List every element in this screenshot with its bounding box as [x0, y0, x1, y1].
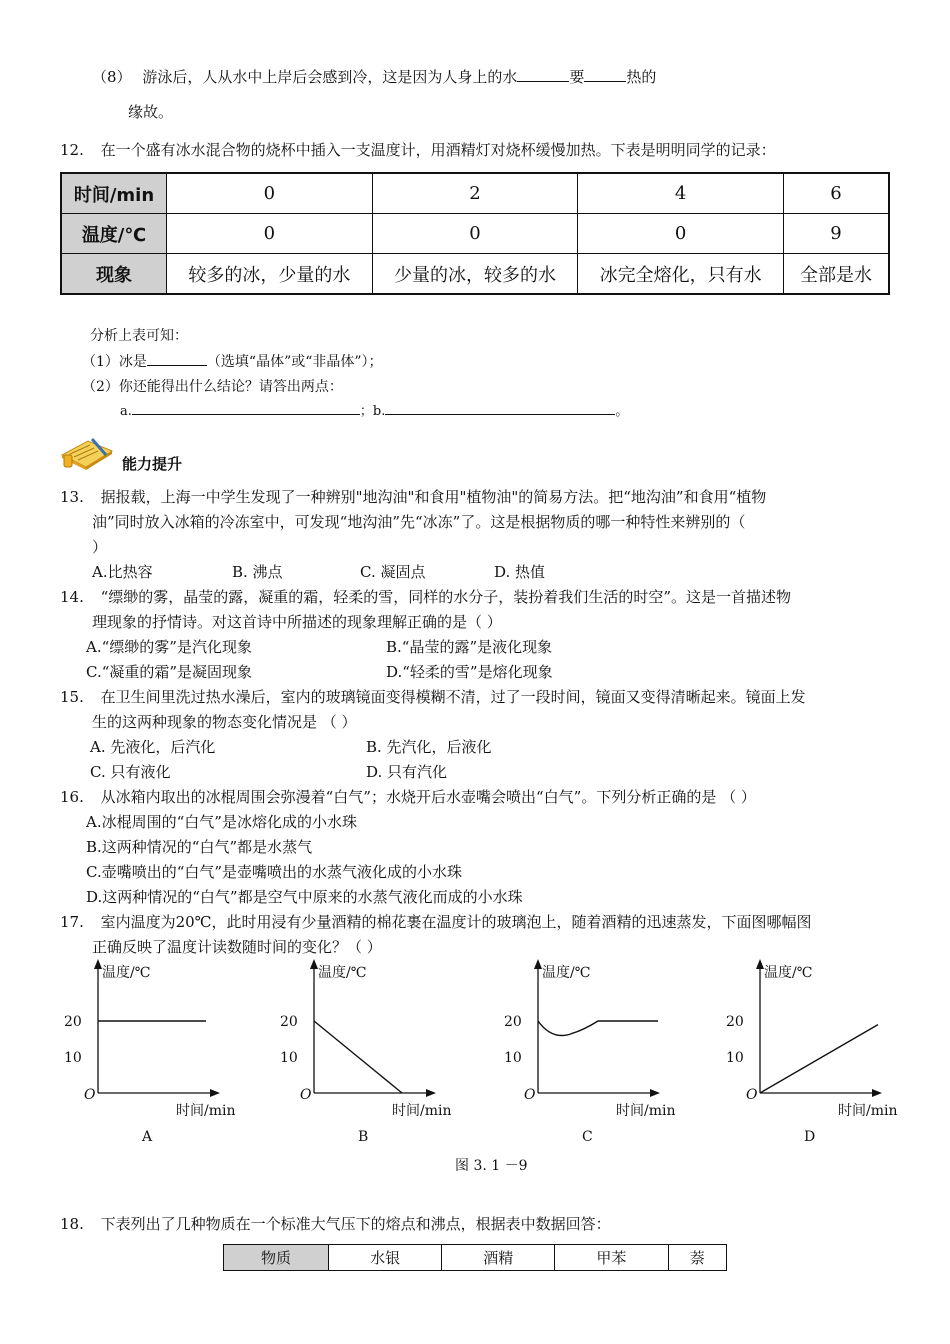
q12-sub2-a-label: a.: [120, 404, 132, 419]
q18-header-naphthalene: 萘: [668, 1245, 726, 1271]
q15-number: 15.: [60, 688, 84, 706]
q17-line2: 正确反映了温度计读数随时间的变化？（ ）: [92, 938, 382, 956]
q8-blank-2[interactable]: [584, 67, 626, 82]
q12-sub2-b-label: ；b.: [359, 404, 386, 419]
q16-option-a[interactable]: A.冰棍周围的“白气”是冰熔化成的小水珠: [86, 813, 357, 831]
origin-label: O: [524, 1087, 536, 1103]
y-tick-label: 10: [64, 1050, 82, 1066]
q13-line1: [60, 486, 766, 507]
graph-d-svg: [724, 955, 924, 1155]
q12-sub2-answers: [120, 400, 628, 419]
q14-line1: [60, 586, 791, 607]
table-row: [61, 254, 889, 295]
q13-option-b[interactable]: B. 沸点: [232, 563, 283, 581]
q13-option-c[interactable]: C. 凝固点: [360, 563, 426, 581]
graph-d-group: [726, 959, 898, 1145]
graph-d[interactable]: [724, 955, 924, 1155]
q8-text-b: 要: [569, 68, 585, 86]
q12-answer-a-blank[interactable]: [132, 400, 360, 415]
temperature-line: [314, 1021, 402, 1093]
cell-temp-0: 0: [167, 214, 373, 254]
x-axis-label: 时间/min: [176, 1103, 236, 1119]
q16-number: 16.: [60, 788, 84, 806]
origin-label: O: [746, 1087, 758, 1103]
q15-option-b[interactable]: B. 先汽化，后液化: [366, 738, 492, 756]
q12-sub1-blank[interactable]: [147, 351, 207, 366]
q15-option-a[interactable]: A. 先液化，后汽化: [90, 738, 216, 756]
graph-b-svg: [278, 955, 478, 1155]
temperature-curve: [538, 1021, 658, 1036]
q14-option-d[interactable]: D.“轻柔的雪”是熔化现象: [386, 663, 553, 681]
q17-line1: [60, 911, 812, 932]
q12-answer-b-blank[interactable]: [385, 400, 615, 415]
q16-option-c[interactable]: C.壶嘴喷出的“白气”是壶嘴喷出的水蒸气液化成的小水珠: [86, 863, 463, 881]
q15-option-d[interactable]: D. 只有汽化: [366, 763, 448, 781]
y-tick-label: 10: [504, 1050, 522, 1066]
q8-line2: 缘故。: [128, 103, 174, 121]
q17-number: 17.: [60, 913, 84, 931]
x-axis-arrow-icon: [210, 1089, 220, 1097]
q13-option-d[interactable]: D. 热值: [494, 563, 546, 581]
y-axis-arrow-icon: [534, 959, 542, 969]
q15-line2: 生的这两种现象的物态变化情况是 （ ）: [92, 713, 357, 731]
q8-blank-1[interactable]: [517, 67, 569, 82]
y-axis-label: 温度/℃: [542, 965, 591, 981]
q16-option-d[interactable]: D.这两种情况的“白气”都是空气中原来的水蒸气液化而成的小水珠: [86, 888, 523, 906]
origin-label: O: [84, 1087, 96, 1103]
q14-number: 14.: [60, 588, 84, 606]
y-axis-arrow-icon: [94, 959, 102, 969]
q8-line: [92, 66, 656, 87]
q13-line2: 油”同时放入冰箱的冷冻室中，可发现“地沟油”先“冰冻”了。这是根据物质的哪一种特性来辨别的（: [92, 513, 746, 531]
row-header-phenomenon: 现象: [61, 254, 167, 295]
cell-temp-2: 0: [578, 214, 784, 254]
q13-option-a[interactable]: A.比热容: [92, 563, 153, 581]
q12-analysis: 分析上表可知：: [90, 328, 188, 344]
q13-line1-text: 据报载，上海一中学生发现了一种辨别"地沟油"和食用"植物油"的简易方法。把“地沟油”和食用“植物: [100, 488, 767, 506]
y-tick-label: 10: [280, 1050, 298, 1066]
graph-a[interactable]: [62, 955, 262, 1155]
notebook-pen-icon: [58, 437, 116, 475]
graph-option-label: C: [582, 1129, 593, 1145]
q8-text-a: 游泳后，人从水中上岸后会感到冷，这是因为人身上的水: [142, 68, 518, 86]
q16-line1-text: 从冰箱内取出的冰棍周围会弥漫着“白气”；水烧开后水壶嘴会喷出“白气”。下列分析正确的是 （ ）: [100, 788, 756, 806]
cell-time-0: 0: [167, 173, 373, 214]
x-axis-label: 时间/min: [616, 1103, 676, 1119]
q16-option-b[interactable]: B.这两种情况的“白气”都是水蒸气: [86, 838, 313, 856]
q12-number: 12.: [60, 141, 84, 159]
q14-line1-text: “缥缈的雾，晶莹的露，凝重的霜，轻柔的雪，同样的水分子，装扮着我们生活的时空”。这是一首描述物: [100, 588, 791, 606]
y-tick-label: 20: [280, 1014, 298, 1030]
graph-c-svg: [502, 955, 702, 1155]
x-axis-arrow-icon: [426, 1089, 436, 1097]
cell-temp-3: 9: [784, 214, 890, 254]
q14-option-c[interactable]: C.“凝重的霜”是凝固现象: [86, 663, 253, 681]
row-header-temp: 温度/℃: [61, 214, 167, 254]
q12-data-table: [60, 172, 890, 295]
q17-line1-text: 室内温度为20℃，此时用浸有少量酒精的棉花裹在温度计的玻璃泡上，随着酒精的迅速蒸发，下面图哪幅图: [100, 913, 812, 931]
q14-option-b[interactable]: B.“晶莹的露”是液化现象: [386, 638, 553, 656]
q18-stem-text: 下表列出了几种物质在一个标准大气压下的熔点和沸点，根据表中数据回答：: [100, 1215, 611, 1233]
q15-line1: [60, 686, 806, 707]
figure-caption: 图 3. 1 －9: [455, 1158, 528, 1174]
q18-header-alcohol: 酒精: [442, 1245, 555, 1271]
section-title: 能力提升: [122, 455, 183, 473]
x-axis-label: 时间/min: [838, 1103, 898, 1119]
graph-b-group: [280, 959, 452, 1145]
graph-a-group: [64, 959, 236, 1145]
y-tick-label: 20: [726, 1014, 744, 1030]
y-tick-label: 20: [64, 1014, 82, 1030]
q14-line2: 理现象的抒情诗。对这首诗中所描述的现象理解正确的是（ ）: [92, 613, 502, 631]
q12-sub1-text-a: （1）冰是: [82, 354, 147, 370]
q18-header-substance: 物质: [224, 1245, 329, 1271]
q12-stem-text: 在一个盛有冰水混合物的烧杯中插入一支温度计，用酒精灯对烧杯缓慢加热。下表是明明同学的记录：: [100, 141, 776, 159]
q12-stem: [60, 139, 776, 160]
q8-number: （8）: [92, 68, 132, 86]
graph-option-label: B: [358, 1129, 369, 1145]
table-row: [224, 1245, 727, 1271]
table-row: [61, 173, 889, 214]
cell-time-1: 2: [372, 173, 578, 214]
cell-phen-1: 少量的冰，较多的水: [372, 254, 578, 295]
q15-option-c[interactable]: C. 只有液化: [90, 763, 171, 781]
q18-header-toluene: 甲苯: [555, 1245, 668, 1271]
q18-header-mercury: 水银: [329, 1245, 442, 1271]
q18-table: [223, 1244, 727, 1271]
graph-c[interactable]: [502, 955, 702, 1155]
y-tick-label: 10: [726, 1050, 744, 1066]
q14-option-a[interactable]: A.“缥缈的雾”是汽化现象: [86, 638, 252, 656]
y-axis-arrow-icon: [310, 959, 318, 969]
cell-phen-0: 较多的冰，少量的水: [167, 254, 373, 295]
y-axis-label: 温度/℃: [764, 965, 813, 981]
y-axis-label: 温度/℃: [318, 965, 367, 981]
q12-sub1-text-b: （选填“晶体”或“非晶体”）；: [206, 354, 383, 370]
row-header-time: 时间/min: [61, 173, 167, 214]
q13-line3: ）: [92, 538, 108, 556]
graph-c-group: [504, 959, 676, 1145]
q13-number: 13.: [60, 488, 84, 506]
graph-a-svg: [62, 955, 262, 1155]
graph-option-label: A: [142, 1129, 153, 1145]
q12-sub1: [82, 351, 383, 371]
q18-number: 18.: [60, 1215, 84, 1233]
x-axis-label: 时间/min: [392, 1103, 452, 1119]
q18-stem: [60, 1213, 611, 1234]
cell-time-2: 4: [578, 173, 784, 214]
y-axis-label: 温度/℃: [102, 965, 151, 981]
q16-line1: [60, 786, 756, 807]
x-axis-arrow-icon: [872, 1089, 882, 1097]
x-axis-arrow-icon: [650, 1089, 660, 1097]
cell-phen-2: 冰完全熔化，只有水: [578, 254, 784, 295]
q8-text-c: 热的: [626, 68, 657, 86]
y-axis-arrow-icon: [756, 959, 764, 969]
cell-time-3: 6: [784, 173, 890, 214]
temperature-line: [760, 1025, 878, 1093]
graph-b[interactable]: [278, 955, 478, 1155]
q12-sub2-end: 。: [615, 404, 629, 419]
q15-line1-text: 在卫生间里洗过热水澡后，室内的玻璃镜面变得模糊不清，过了一段时间，镜面又变得清晰起来。镜面上发: [100, 688, 806, 706]
table-row: [61, 214, 889, 254]
cell-temp-1: 0: [372, 214, 578, 254]
origin-label: O: [300, 1087, 312, 1103]
q12-sub2: （2）你还能得出什么结论？请答出两点：: [82, 379, 343, 395]
y-tick-label: 20: [504, 1014, 522, 1030]
cell-phen-3: 全部是水: [784, 254, 890, 295]
graph-option-label: D: [804, 1129, 816, 1145]
